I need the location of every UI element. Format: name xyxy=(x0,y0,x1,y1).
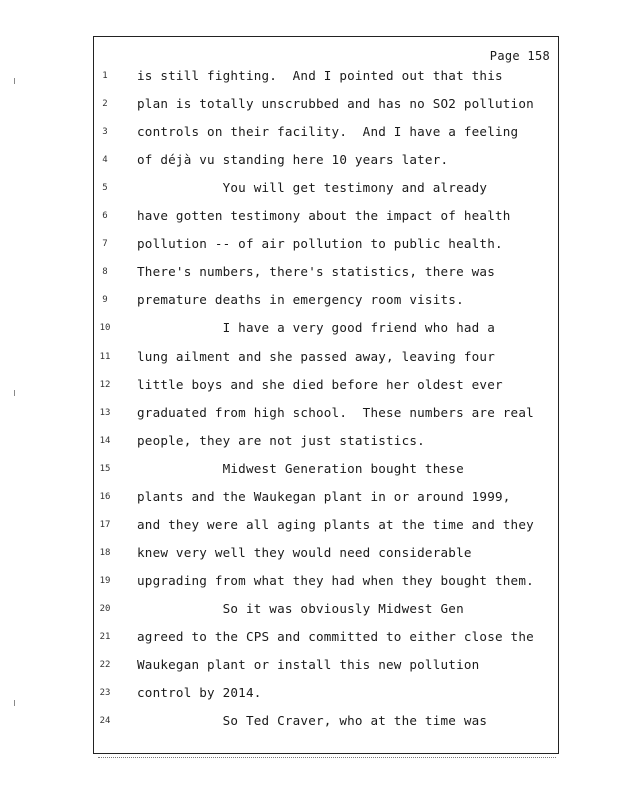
line-number: 6 xyxy=(102,211,108,222)
line-number: 14 xyxy=(99,435,111,446)
line-number: 7 xyxy=(102,239,108,250)
transcript-line-text: people, they are not just statistics. xyxy=(137,432,425,448)
line-number: 2 xyxy=(102,99,108,110)
transcript-line-text: controls on their facility. And I have a feeling xyxy=(137,124,519,140)
bottom-rule xyxy=(98,757,556,759)
transcript-line-text: I have a very good friend who had a xyxy=(137,320,495,336)
transcript-line-text: of déjà vu standing here 10 years later. xyxy=(137,152,449,168)
transcript-line-text: pollution -- of air pollution to public health. xyxy=(137,236,503,252)
scan-mark xyxy=(14,700,15,706)
line-number: 24 xyxy=(99,716,111,727)
transcript-line-text: and they were all aging plants at the time and they xyxy=(137,516,534,532)
transcript-line-text: plan is totally unscrubbed and has no SO2 pollution xyxy=(137,96,534,112)
scan-mark xyxy=(14,390,15,396)
line-number: 15 xyxy=(99,463,111,474)
transcript-line-text: You will get testimony and already xyxy=(137,180,488,196)
line-number: 11 xyxy=(99,351,111,362)
transcript-line-text: So it was obviously Midwest Gen xyxy=(137,600,464,616)
transcript-line-text: upgrading from what they had when they bought them. xyxy=(137,572,534,588)
transcript-line-text: premature deaths in emergency room visits. xyxy=(137,292,464,308)
transcript-line-text: plants and the Waukegan plant in or around 1999, xyxy=(137,488,511,504)
line-number: 18 xyxy=(99,547,111,558)
transcript-line-text: Waukegan plant or install this new pollution xyxy=(137,657,480,673)
transcript-line-text: have gotten testimony about the impact of health xyxy=(137,208,511,224)
line-number: 1 xyxy=(102,71,108,81)
line-number: 17 xyxy=(99,519,111,530)
transcript-line-text: control by 2014. xyxy=(137,685,262,701)
line-number: 3 xyxy=(102,127,108,138)
line-number: 22 xyxy=(99,660,111,671)
transcript-line-text: knew very well they would need considerable xyxy=(137,544,472,560)
line-number: 10 xyxy=(99,323,111,334)
transcript-line-text: agreed to the CPS and committed to either close the xyxy=(137,629,534,644)
line-number: 4 xyxy=(102,155,108,166)
line-number: 9 xyxy=(102,295,108,306)
transcript-page-frame xyxy=(93,36,559,754)
scan-mark xyxy=(14,78,15,84)
line-number: 21 xyxy=(99,632,111,642)
line-number: 13 xyxy=(99,407,111,418)
page-number: Page 158 xyxy=(489,49,550,63)
line-number: 20 xyxy=(99,603,111,614)
line-number: 5 xyxy=(102,183,108,194)
transcript-line-text: So Ted Craver, who at the time was xyxy=(137,713,488,729)
line-number: 16 xyxy=(99,491,111,502)
line-number: 8 xyxy=(102,267,108,278)
line-number: 12 xyxy=(99,379,111,390)
transcript-line-text: lung ailment and she passed away, leaving four xyxy=(137,348,495,364)
transcript-line-text: little boys and she died before her oldest ever xyxy=(137,376,503,392)
transcript-line-text: Midwest Generation bought these xyxy=(137,460,464,476)
line-number: 23 xyxy=(99,688,111,699)
transcript-line-text: There's numbers, there's statistics, there was xyxy=(137,264,495,280)
transcript-line-text: is still fighting. And I pointed out that this xyxy=(137,68,503,83)
line-number: 19 xyxy=(99,575,111,586)
transcript-line-text: graduated from high school. These numbers are real xyxy=(137,404,534,420)
